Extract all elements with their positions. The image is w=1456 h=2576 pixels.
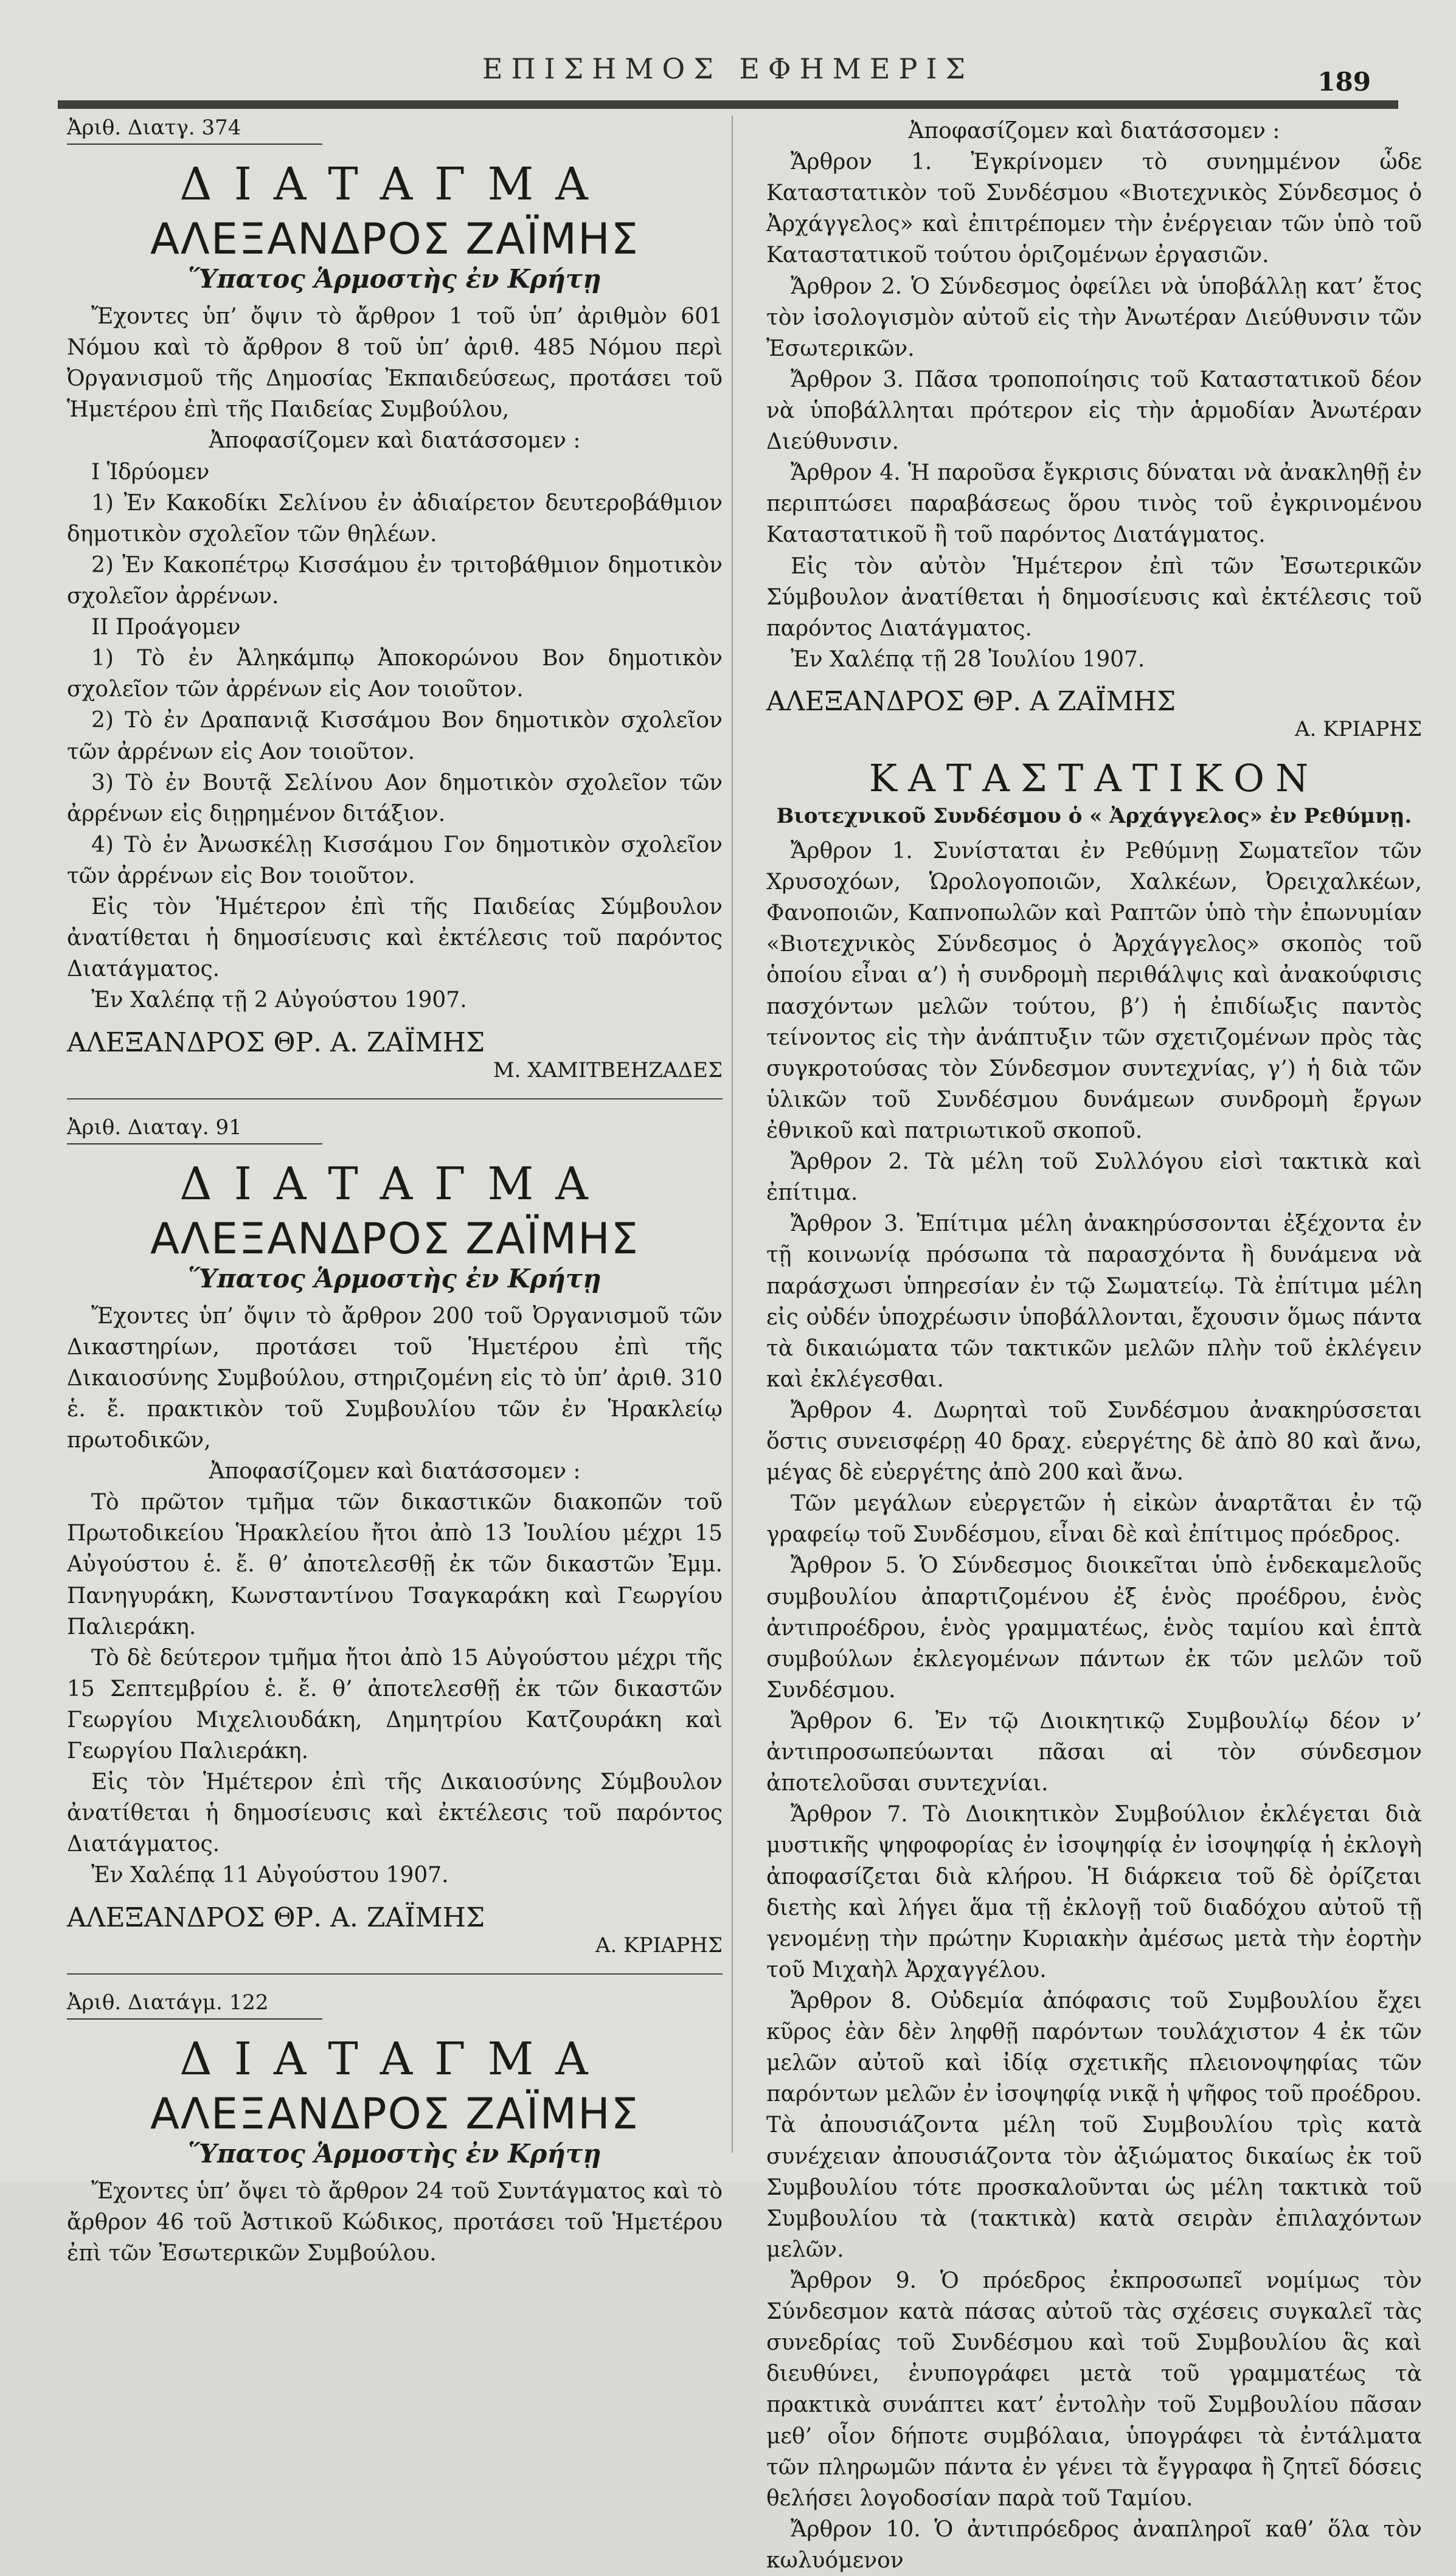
page-number: 189 — [1317, 67, 1371, 97]
article: Ἄρθρον 2. Τὰ μέλη τοῦ Συλλόγου εἰσὶ τακτικὰ καὶ ἐπίτιμα. — [766, 1149, 1422, 1206]
paragraph: 3) Τὸ ἐν Βουτᾷ Σελίνου Αον δημοτικὸν σχολεῖον τῶν ἀρρένων εἰς διῃρημένον διτάξιον. — [67, 770, 723, 826]
paragraph: Ἔχοντες ὑπ’ ὄψιν τὸ ἄρθρον 1 τοῦ ὑπ’ ἀριθμὸν 601 Νόμου καὶ τὸ ἄρθρον 8 τοῦ ὑπ’ ἀριθ. 485 Νόμου περὶ Ὀργανισμοῦ τῆς Δημοσίας Ἐκπαιδεύσεως, προτάσει τοῦ Ἡμετέρου ἐπὶ τῆς Παιδείας Συμβούλου, — [67, 304, 723, 423]
decree-body — [67, 301, 723, 1016]
statute-body — [766, 836, 1422, 2576]
decree-issuer-title: Ὕπατος Ἁρμοστὴς ἐν Κρήτῃ — [188, 1263, 601, 1293]
decree-number: Ἀριθ. Διατγ. 374 — [67, 116, 241, 140]
decree-continuation — [766, 116, 1422, 741]
article: Ἄρθρον 2. Ὁ Σύνδεσμος ὀφείλει νὰ ὑποβάλλῃ κατ’ ἔτος τὸν ἰσολογισμὸν αὐτοῦ εἰς τὴν Ἀνωτέραν Διεύθυνσιν τῶν Ἐσωτερικῶν. — [766, 274, 1422, 361]
statute-title: ΚΑΤΑΣΤΑΤΙΚΟΝ — [868, 755, 1320, 800]
decree-issuer-name: ΑΛΕΞΑΝΔΡΟΣ ΖΑΪΜΗΣ — [150, 1213, 639, 1264]
decree-number-underline — [67, 1143, 322, 1144]
countersignature: Μ. ΧΑΜΙΤΒΕΗΖΑΔΕΣ — [493, 1058, 723, 1082]
paragraph: 4) Τὸ ἐν Ἀνωσκέλῃ Κισσάμου Γον δημοτικὸν σχολεῖον τῶν ἀρρένων εἰς Βον τοιοῦτον. — [67, 832, 723, 888]
article: Ἄρθρον 3. Πᾶσα τροποποίησις τοῦ Καταστατικοῦ δέον νὰ ὑποβάλληται πρότερον εἰς τὴν ἁρμοδίαν Ἀνωτέραν Διεύθυνσιν. — [766, 367, 1422, 455]
paragraph: 2) Ἐν Κακοπέτρῳ Κισσάμου ἐν τριτοβάθμιον δημοτικὸν σχολεῖον ἀρρένων. — [67, 552, 723, 609]
decree-issuer-title: Ὕπατος Ἁρμοστὴς ἐν Κρήτῃ — [188, 264, 601, 294]
countersignature: Α. ΚΡΙΑΡΗΣ — [1295, 716, 1422, 741]
section-separator — [67, 1973, 723, 1975]
paragraph: ΙΙ Προάγομεν — [91, 615, 241, 640]
right-column — [766, 116, 1422, 2576]
paragraph: 1) Ἐν Κακοδίκι Σελίνου ἐν ἀδιαίρετον δευτεροβάθμιον δημοτικὸν σχολεῖον τῶν θηλέων. — [67, 490, 723, 547]
left-column — [67, 116, 723, 2269]
decree-374 — [67, 116, 723, 1082]
date: Ἐν Χαλέπᾳ τῇ 28 Ἰουλίου 1907. — [791, 646, 1145, 672]
statute — [766, 756, 1422, 2576]
paragraph: 1) Τὸ ἐν Ἀληκάμπῳ Ἀποκορώνου Βον δημοτικὸν σχολεῖον τῶν ἀρρένων εἰς Αον τοιοῦτον. — [67, 646, 723, 702]
decree-number: Ἀριθ. Διατάγμ. 122 — [67, 1990, 269, 2015]
article: Ἄρθρον 4. Δωρηταὶ τοῦ Συνδέσμου ἀνακηρύσσεται ὅστις συνεισφέρῃ 40 δραχ. εὐεργέτης δὲ ἀπὸ 80 καὶ ἄνω, μέγας δὲ εὐεργέτης ἀπὸ 200 καὶ ἄνω. — [766, 1397, 1422, 1486]
paragraph: Ἀποφασίζομεν καὶ διατάσσομεν : — [908, 119, 1280, 144]
signature: ΑΛΕΞΑΝΔΡΟΣ ΘΡ. Α. ΖΑΪΜΗΣ — [67, 1027, 485, 1058]
paragraph: Εἰς τὸν Ἡμέτερον ἐπὶ τῆς Δικαιοσύνης Σύμβουλον ἀνατίθεται ἡ δημοσίευσις καὶ ἐκτέλεσις τοῦ παρόντος Διατάγματος. — [67, 1770, 723, 1857]
paragraph: Τὸ δὲ δεύτερον τμῆμα ἤτοι ἀπὸ 15 Αὐγούστου μέχρι τῆς 15 Σεπτεμβρίου ἑ. ἔ. θ’ ἀποτελεσθῇ ἐκ τῶν δικαστῶν Γεωργίου Μιχελιουδάκη, Δημητρίου Κατζουράκη καὶ Γεωργίου Παλιεράκη. — [67, 1645, 723, 1764]
decree-number-underline — [67, 144, 322, 145]
header-rule — [58, 100, 1398, 109]
paragraph: Τὸ πρῶτον τμῆμα τῶν δικαστικῶν διακοπῶν τοῦ Πρωτοδικείου Ἡρακλείου ἤτοι ἀπὸ 13 Ἰουλίου μέχρι 15 Αὐγούστου ἑ. ἔ. θ’ ἀποτελεσθῇ ἐκ τῶν δικαστῶν Ἐμμ. Πανηγυράκη, Κωνσταντίνου Τσαγκαράκη καὶ Γεωργίου Παλιεράκη. — [67, 1490, 723, 1639]
decree-number-underline — [67, 2018, 322, 2020]
decree-body — [67, 1301, 723, 1891]
paragraph: Ἐν Χαλέπᾳ 11 Αὐγούστου 1907. — [91, 1863, 449, 1888]
paragraph: Εἰς τὸν Ἡμέτερον ἐπὶ τῆς Παιδείας Σύμβουλον ἀνατίθεται ἡ δημοσίευσις καὶ ἐκτέλεσις τοῦ παρόντος Διατάγματος. — [67, 895, 723, 982]
paragraph: 2) Τὸ ἐν Δραπανιᾷ Κισσάμου Βον δημοτικὸν σχολεῖον τῶν ἀρρένων εἰς Αον τοιοῦτον. — [67, 708, 723, 764]
decree-body — [67, 2176, 723, 2269]
newspaper-title: ΕΠΙΣΗΜΟΣ ΕΦΗΜΕΡΙΣ — [482, 52, 974, 85]
section-separator — [67, 1098, 723, 1099]
article: Ἄρθρον 5. Ὁ Σύνδεσμος διοικεῖται ὑπὸ ἑνδεκαμελοῦς συμβουλίου ἀπαρτιζομένου ἐξ ἑνὸς προέδρου, ἑνὸς ἀντιπροέδρου, ἑνὸς γραμματέως, ἑνὸς ταμίου καὶ ἑπτὰ συμβούλων ἐκλεγομένων πάντων ἐκ τῶν μελῶν τοῦ Συνδέσμου. — [766, 1553, 1422, 1703]
countersignature: Α. ΚΡΙΑΡΗΣ — [595, 1933, 723, 1958]
decree-issuer-name: ΑΛΕΞΑΝΔΡΟΣ ΖΑΪΜΗΣ — [150, 214, 639, 264]
article: Ἄρθρον 8. Οὐδεμία ἀπόφασις τοῦ Συμβουλίου ἔχει κῦρος ἐὰν δὲν ληφθῇ παρόντων τουλάχιστον 4 ἐκ τῶν μελῶν αὐτοῦ καὶ ἰδίᾳ σχετικῆς πλειονοψηφίας τῶν παρόντων μελῶν ἐν ἰσοψηφίᾳ νικᾷ ἡ ψῆφος τοῦ προέδρου. Τὰ ἀπουσιάζοντα μέλη τοῦ Συμβουλίου τρὶς κατὰ συνέχειαν ἀπουσιάζοντα τὸν ἀξιώματος δικαίως ἐκ τοῦ Συμβουλίου τότε προσκαλοῦνται ὡς μέλη τακτικὰ τοῦ Συμβουλίου τὰ (τακτικὰ) κατὰ σειρὰν ἐπιλαχόντων μελῶν. — [766, 1989, 1422, 2262]
decree-title: ΔΙΑΤΑΓΜΑ — [179, 158, 610, 210]
decree-122 — [67, 1990, 723, 2269]
article: Ἄρθρον 9. Ὁ πρόεδρος ἐκπροσωπεῖ νομίμως τὸν Σύνδεσμον κατὰ πάσας αὐτοῦ τὰς σχέσεις συγκαλεῖ τὰς συνεδρίας τοῦ Συνδέσμου καὶ τοῦ Συμβουλίου ἃς καὶ διευθύνει, ἐνυπογράφει μετὰ τοῦ γραμματέως τὰ πρακτικὰ συνάπτει κατ’ ἐντολὴν τοῦ Συμβουλίου πᾶσαν μεθ’ οἷον δήποτε συμβόλαια, ὑπογράφει τὰ ἐντάλματα τῶν πληρωμῶν πάντα ἐν γένει τὰ ἔγγραφα ἢ ζητεῖ δόσεις θελήσει λογοδοσίαν παρὰ τοῦ Ταμίου. — [766, 2268, 1422, 2511]
article: Ἄρθρον 10. Ὁ ἀντιπρόεδρος ἀναπληροῖ καθ’ ὅλα τὸν κωλυόμενον — [766, 2516, 1422, 2573]
decree-91 — [67, 1115, 723, 1958]
paragraph: Ἔχοντες ὑπ’ ὄψει τὸ ἄρθρον 24 τοῦ Συντάγματος καὶ τὸ ἄρθρον 46 τοῦ Ἀστικοῦ Κώδικος, προτάσει τοῦ Ἡμετέρου ἐπὶ τῶν Ἐσωτερικῶν Συμβούλου. — [67, 2178, 723, 2266]
article: Ἄρθρον 6. Ἐν τῷ Διοικητικῷ Συμβουλίῳ δέον ν’ ἀντιπροσωπεύωνται πᾶσαι αἱ τὸν σύνδεσμον ἀποτελοῦσαι συντεχνίαι. — [766, 1709, 1422, 1796]
decree-issuer-name: ΑΛΕΞΑΝΔΡΟΣ ΖΑΪΜΗΣ — [150, 2088, 639, 2139]
paragraph: Ἀποφασίζομεν καὶ διατάσσομεν : — [209, 428, 581, 454]
signature: ΑΛΕΞΑΝΔΡΟΣ ΘΡ. Α. ΖΑΪΜΗΣ — [67, 1902, 485, 1933]
decree-title: ΔΙΑΤΑΓΜΑ — [179, 2032, 610, 2085]
decree-issuer-title: Ὕπατος Ἁρμοστὴς ἐν Κρήτῃ — [188, 2138, 601, 2169]
paragraph: Εἰς τὸν αὐτὸν Ἡμέτερον ἐπὶ τῶν Ἐσωτερικῶν Σύμβουλον ἀνατίθεται ἡ δημοσίευσις καὶ ἐκτέλεσις τοῦ παρόντος Διατάγματος. — [766, 553, 1422, 641]
paragraph: Ἔχοντες ὑπ’ ὄψιν τὸ ἄρθρον 200 τοῦ Ὀργανισμοῦ τῶν Δικαστηρίων, προτάσει τοῦ Ἡμετέρου ἐπὶ τῆς Δικαιοσύνης Συμβούλου, στηριζομένη εἰς τὸ ὑπ’ ἀριθ. 310 ἑ. ἔ. πρακτικὸν τοῦ Συμβουλίου τῶν ἐν Ἡρακλείῳ πρωτοδικῶν, — [67, 1303, 723, 1453]
signature: ΑΛΕΞΑΝΔΡΟΣ ΘΡ. Α ΖΑΪΜΗΣ — [766, 685, 1176, 717]
article: Ἄρθρον 3. Ἐπίτιμα μέλη ἀνακηρύσσονται ἐξέχοντα ἐν τῇ κοινωνίᾳ πρόσωπα τὰ παρασχόντα ἢ δυνάμενα νὰ παράσχωσι ὑπηρεσίαν ἐν τῷ Σωματείῳ. Τὰ ἐπίτιμα μέλη εἰς οὐδέν ὑποχρέωσιν ὑποβάλλονται, ἔχουσιν ὅμως πάντα τὰ δικαιώματα τῶν τακτικῶν μελῶν πλὴν τοῦ ἐκλέγειν καὶ ἐκλέγεσθαι. — [766, 1211, 1422, 1392]
article: Ἄρθρον 1. Συνίσταται ἐν Ρεθύμνῃ Σωματεῖον τῶν Χρυσοχόων, Ὡρολογοποιῶν, Χαλκέων, Ὀρειχαλκέων, Φανοποιῶν, Καπνοπωλῶν καὶ Ραπτῶν ὑπὸ τὴν ἐπωνυμίαν «Βιοτεχνικὸς Σύνδεσμος ὁ Ἀρχάγγελος» σκοπὸς τοῦ ὁποίου εἶναι α’) ἡ συνδρομὴ περιθάλψις καὶ ἀνακούφισις πασχόντων μελῶν τούτου, β’) ἡ ἐπιδίωξις παντὸς τείνοντος εἰς τὴν ἀνάπτυξιν τῶν σχετιζομένων πρὸς τὰς συγκροτούσας τὸν Σύνδεσμον συντεχνίας, γ’) ἡ διὰ τῶν ὑλικῶν τοῦ Συνδέσμου δυνάμεων συνδρομὴ ἔργων ἐθνικοῦ καὶ πατριωτικοῦ σκοποῦ. — [766, 838, 1422, 1143]
decree-number: Ἀριθ. Διαταγ. 91 — [67, 1115, 242, 1140]
paragraph: Ἐν Χαλέπᾳ τῇ 2 Αὐγούστου 1907. — [91, 988, 467, 1013]
statute-subtitle: Βιοτεχνικοῦ Συνδέσμου ὁ « Ἀρχάγγελος» ἐν Ρεθύμνῃ. — [776, 803, 1412, 828]
paragraph: Ἀποφασίζομεν καὶ διατάσσομεν : — [209, 1459, 581, 1484]
column-divider — [732, 116, 733, 2153]
decree-title: ΔΙΑΤΑΓΜΑ — [179, 1157, 610, 1210]
paragraph: Τῶν μεγάλων εὐεργετῶν ἡ εἰκὼν ἀναρτᾶται ἐν τῷ γραφείῳ τοῦ Συνδέσμου, εἶναι δὲ καὶ ἐπίτιμος πρόεδρος. — [766, 1491, 1422, 1548]
article: Ἄρθρον 1. Ἐγκρίνομεν τὸ συνημμένον ὧδε Καταστατικὸν τοῦ Συνδέσμου «Βιοτεχνικὸς Σύνδεσμος ὁ Ἀρχάγγελος» καὶ ἐπιτρέπομεν τὴν ἐνέργειαν τῶν ὑπὸ τοῦ Καταστατικοῦ τούτου ὁριζομένων ἐργασιῶν. — [766, 150, 1422, 268]
article: Ἄρθρον 4. Ἡ παροῦσα ἔγκρισις δύναται νὰ ἀνακληθῇ ἐν περιπτώσει παραβάσεως ὅρου τινὸς τοῦ ἐγκρινομένου Καταστατικοῦ ἢ τοῦ παρόντος Διατάγματος. — [766, 460, 1422, 548]
page-header — [0, 0, 1456, 103]
paragraph: Ι Ἱδρύομεν — [91, 459, 210, 485]
article: Ἄρθρον 7. Τὸ Διοικητικὸν Συμβούλιον ἐκλέγεται διὰ μυστικῆς ψηφοφορίας ἐν ἰσοψηφίᾳ ἐν ἰσοψηφίᾳ ἡ ἐκλογὴ ἀποφασίζεται διὰ κλήρου. Ἡ διάρκεια τοῦ δὲ ὀρίζεται διετὴς καὶ λήγει ἅμα τῇ ἐκλογῇ τοῦ διαδόχου αὐτοῦ τῇ γενομένῃ τὴν πρώτην Κυριακὴν ἀμέσως μετὰ τὴν ἑορτὴν τοῦ Μιχαὴλ Ἀρχαγγέλου. — [766, 1802, 1422, 1982]
